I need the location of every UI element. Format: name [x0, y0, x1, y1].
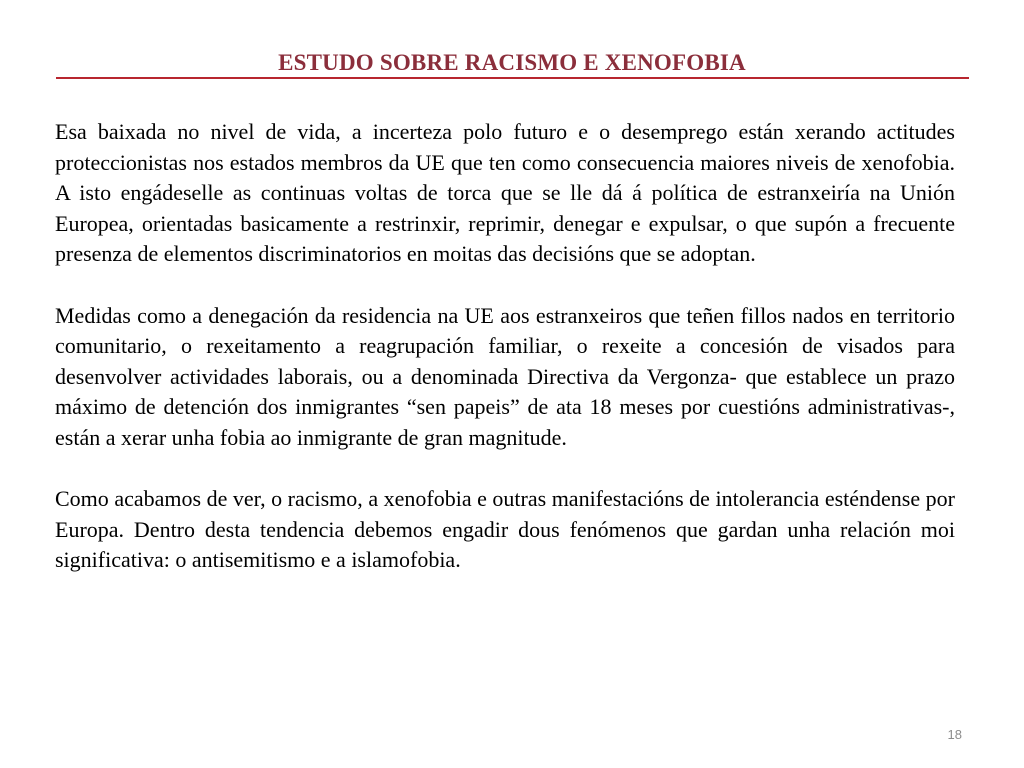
paragraph-1: Esa baixada no nivel de vida, a incerteza polo futuro e o desemprego están xerando actitudes proteccionistas nos estados membros da UE que ten como consecuencia maiores niveis de xenofobia. A isto engádeselle as continuas voltas de torca que se lle dá á política de estranxeiría na Unión Europea, orientadas basicamente a restrinxir, reprimir, denegar e expulsar, o que supón a frecuente presenza de elementos discriminatorios en moitas das decisións que se adoptan.: [55, 119, 955, 267]
paragraph-3: Como acabamos de ver, o racismo, a xenofobia e outras manifestacións de intolerancia esténdense por Europa. Dentro desta tendencia debemos engadir dous fenómenos que gardan unha relación moi significativa: o antisemitismo e a islamofobia.: [55, 486, 955, 573]
slide-title: ESTUDO SOBRE RACISMO E XENOFOBIA: [278, 50, 746, 75]
paragraph-2: Medidas como a denegación da residencia na UE aos estranxeiros que teñen fillos nados en territorio comunitario, o rexeitamento a reagrupación familiar, o rexeite a concesión de visados para desenvolver actividades laborais, ou a denominada Directiva da Vergonza- que establece un prazo máximo de detención dos inmigrantes “sen papeis” de ata 18 meses por cuestións administrativas-, están a xerar unha fobia ao inmigrante de gran magnitude.: [55, 302, 955, 450]
slide-body: [55, 117, 955, 607]
title-underline: [56, 77, 969, 79]
page-number: 18: [947, 727, 962, 742]
